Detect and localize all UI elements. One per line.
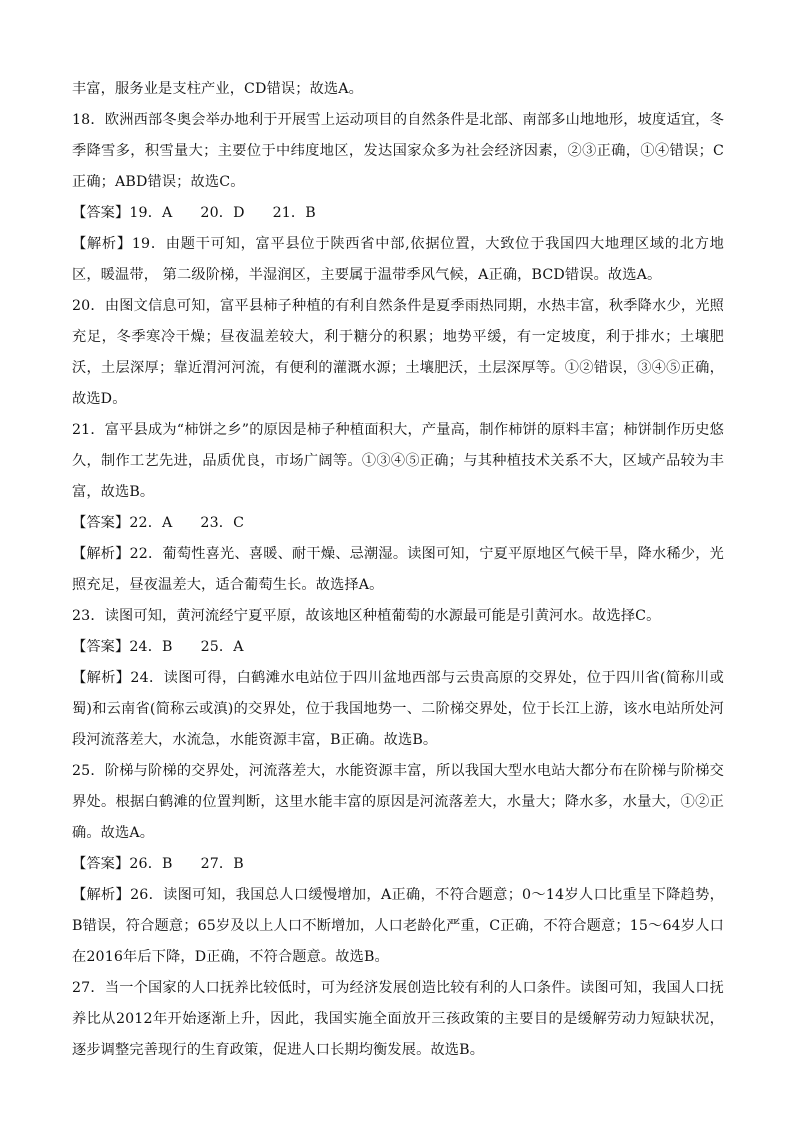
explanation-q22: 【解析】22．葡萄性喜光、喜暖、耐干燥、忌潮湿。读图可知，宁夏平原地区气候干旱，降水稀少，光照充足，昼夜温差大，适合葡萄生长。故选择A。 — [72, 546, 724, 593]
answer-22-23: 【答案】22．A 23．C — [72, 515, 245, 531]
explanation-q27: 27．当一个国家的人口抚养比较低时，可为经济发展创造比较有利的人口条件。读图可知，我国人口抚养比从2012年开始逐渐上升，因此，我国实施全面放开三孩政策的主要目的是缓解劳动力短缺状况，逐步调整完善现行的生育政策，促进人口长期均衡发展。故选B。 — [72, 980, 724, 1058]
explanation-q26: 【解析】26．读图可知，我国总人口缓慢增加，A正确，不符合题意；0～14岁人口比重呈下降趋势，B错误，符合题意；65岁及以上人口不断增加，人口老龄化严重，C正确，不符合题意；15～64岁人口在2016年后下降，D正确，不符合题意。故选B。 — [72, 887, 724, 965]
explanation-q23: 23．读图可知，黄河流经宁夏平原，故该地区种植葡萄的水源最可能是引黄河水。故选择C。 — [72, 608, 661, 624]
explanation-q25: 25．阶梯与阶梯的交界处，河流落差大，水能资源丰富，所以我国大型水电站大都分布在阶梯与阶梯交界处。根据白鹤滩的位置判断，这里水能丰富的原因是河流落差大，水量大；降水多，水量大，①②正确。故选A。 — [72, 763, 724, 841]
document-page — [72, 74, 724, 1066]
explanation-q24: 【解析】24．读图可得，白鹤滩水电站位于四川盆地西部与云贵高原的交界处，位于四川省(简称川或蜀)和云南省(简称云或滇)的交界处，位于我国地势一、二阶梯交界处，位于长江上游，该水电站所处河段河流落差大，水流急，水能资源丰富，B正确。故选B。 — [72, 670, 724, 748]
answer-26-27: 【答案】26．B 27．B — [72, 856, 244, 872]
paragraph-continuation: 丰富，服务业是支柱产业，CD错误；故选A。 — [72, 81, 364, 97]
explanation-q21: 21．富平县成为“柿饼之乡”的原因是柿子种植面积大，产量高，制作柿饼的原料丰富；柿饼制作历史悠久，制作工艺先进，品质优良，市场广阔等。①③④⑤正确；与其种植技术关系不大，区域产品较为丰富，故选B。 — [72, 422, 724, 500]
explanation-q18: 18．欧洲西部冬奥会举办地利于开展雪上运动项目的自然条件是北部、南部多山地地形，坡度适宜，冬季降雪多，积雪量大；主要位于中纬度地区，发达国家众多为社会经济因素，②③正确，①④错误；C正确；ABD错误；故选C。 — [72, 112, 724, 190]
explanation-q20: 20．由图文信息可知，富平县柿子种植的有利自然条件是夏季雨热同期，水热丰富，秋季降水少，光照充足，冬季寒冷干燥；昼夜温差较大，利于糖分的积累；地势平缓，有一定坡度，利于排水；土壤肥沃，土层深厚；靠近渭河河流，有便利的灌溉水源；土壤肥沃，土层深厚等。①②错误，③④⑤正确，故选D。 — [72, 298, 724, 407]
explanation-q19: 【解析】19．由题干可知，富平县位于陕西省中部,依据位置，大致位于我国四大地理区域的北方地区，暖温带， 第二级阶梯，半湿润区，主要属于温带季风气候，A正确，BCD错误。故选A。 — [72, 236, 724, 283]
answer-24-25: 【答案】24．B 25．A — [72, 639, 244, 655]
answer-19-21: 【答案】19．A 20．D 21．B — [72, 205, 316, 221]
